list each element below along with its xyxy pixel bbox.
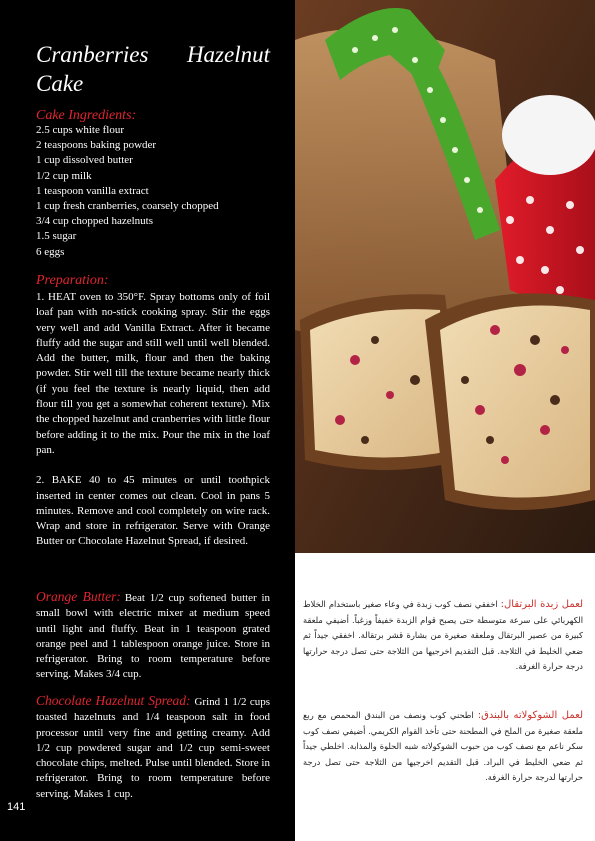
page-number: 141 <box>7 801 26 813</box>
ingredient-item: 6 eggs <box>36 245 65 258</box>
preparation-step: 2. BAKE 40 to 45 minutes or until toothpick inserted in center comes out clean. Cool in pans 5 minutes. Remove and cool completely on wire rack. Wrap and store in refrigerator. Serve with Orange Butter or Chocolate Hazelnut Spread, if desired. <box>36 474 270 548</box>
orange-butter-heading: Orange Butter: <box>36 589 121 604</box>
preparation-steps <box>36 290 270 565</box>
ingredient-item: 1 teaspoon vanilla extract <box>36 184 149 197</box>
arabic-orange-text: اخفقي نصف كوب زبدة في وعاء صغير باستخدام الخلاط الكهربائي على سرعة متوسطة حتى يصبح قوام الزبدة خفيفاً وزغباً. أضيفي ملعقة كبيرة من عصير البرتقال وملعقة صغيرة من بشارة قشر برتقالة. اخفقي جيداً ثم ضعي الخليط في الثلاجة. قبل التقديم اخرجيها من الثلاجة حتى تصل درجة حرارتها درجة حرارة الغرفة. <box>303 599 583 671</box>
chocolate-spread-heading: Chocolate Hazelnut Spread: <box>36 693 191 708</box>
ingredient-item: 2 teaspoons baking powder <box>36 139 157 152</box>
recipe-title <box>36 40 270 98</box>
left-panel <box>0 0 295 841</box>
ingredient-item: 3/4 cup chopped hazelnuts <box>36 215 153 228</box>
cake-photo <box>295 0 595 553</box>
ingredient-item: 1/2 cup milk <box>36 169 92 182</box>
chocolate-spread-text: Grind 1 1/2 cups toasted hazelnuts and 1/4 teaspoon salt in food processor until very fine and getting creamy. Add 1/2 cup powdered sugar and 1/2 cup semi-sweet chocolate chips, melted. Pulse until blended. Store in refrigerator. Bring to room temperature before serving. Makes 1 cup. <box>36 696 270 800</box>
preparation-step: 1. HEAT oven to 350°F. Spray bottoms only of foil loaf pan with no-stick cooking spray. Stir the eggs very well and add Vanilla Extract. After it became fluffy add the sugar and still well until well blended. Add the butter, milk, flour and then the baking powder. Stir well till the texture became nearly thick (if you feel the texture is nearly liquid, then add flour till you get a somewhat coherent texture). Mix the chopped hazelnut and cranberries with little flour before adding it to the mix. Pour the mix in the loaf pan. <box>36 291 270 456</box>
arabic-orange-butter-note <box>303 597 583 675</box>
arabic-orange-heading: لعمل زبدة البرتقال: <box>500 599 583 610</box>
chocolate-spread-note <box>36 693 270 802</box>
orange-butter-text: Beat 1/2 cup softened butter in small bowl with electric mixer at medium speed until light and fluffy. Beat in 1 teaspoon grated orange peel and 1 tablespoon orange juice. Store in refrigerator. Bring to room temperature before serving. Makes 3/4 cup. <box>36 592 270 681</box>
arabic-chocolate-heading: لعمل الشوكولاته بالبندق: <box>477 710 583 721</box>
preparation-heading: Preparation: <box>36 273 109 288</box>
orange-butter-note <box>36 589 270 683</box>
ingredient-item: 1.5 sugar <box>36 230 77 243</box>
recipe-title-line1: Cranberries Hazelnut <box>36 42 270 67</box>
arabic-chocolate-text: اطحني كوب ونصف من البندق المحمص مع ربع ملعقة صغيرة من الملح في المطحنة حتى تأخذ القوام الكريمي. أضيفي نصف كوب سكر ناعم مع نصف كوب من حبوب الشوكولاته شبه الحلوة والمذابة. اخلطي جيداً ثم ضعي الخليط في البراد. قبل التقديم اخرجيها من الثلاجة حتى تصل درجة حرارتها لدرجة حرارة الغرفة. <box>303 710 583 782</box>
ingredient-item: 1 cup dissolved butter <box>36 154 133 167</box>
ingredient-item: 2.5 cups white flour <box>36 124 124 136</box>
recipe-title-line2: Cake <box>36 71 84 96</box>
ingredient-item: 1 cup fresh cranberries, coarsely chopped <box>36 200 219 213</box>
arabic-chocolate-spread-note <box>303 708 583 786</box>
ingredients-list <box>36 123 270 260</box>
ingredients-heading: Cake Ingredients: <box>36 108 137 123</box>
